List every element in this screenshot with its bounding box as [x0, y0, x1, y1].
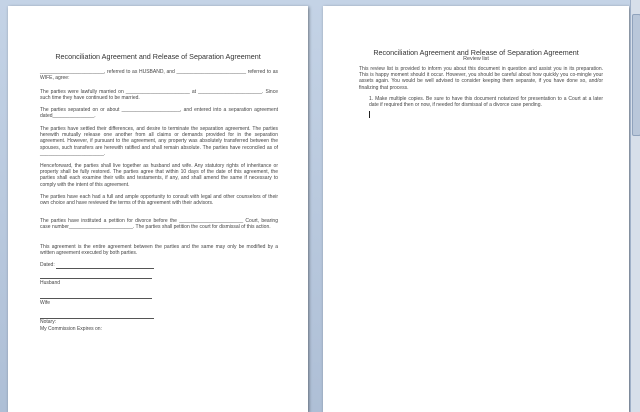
commission-label: My Commission Expires on: — [40, 326, 102, 332]
separated-paragraph: The parties separated on or about _____________________, and entered into a separation agreement dated_______________. — [40, 107, 278, 120]
dated-line — [56, 268, 154, 269]
scrollbar-thumb[interactable] — [632, 14, 640, 136]
settled-paragraph: The parties have settled their differences, and desire to terminate the separation agreement. The parties herewith mutually release one another from all claims or demands provided for in the separation agreement. However, if pursuant to the agreement, any property was absolutely transferred between the spouses, such transfers are herewith ratified and shall remain absolute. The parties have reconciled as of _______________________. — [40, 126, 278, 157]
henceforward-paragraph: Henceforward, the parties shall live together as husband and wife. Any statutory rights of inheritance or property shall be fully restored. The parties agree that within 10 days of the date of this agreement, the parties shall each examine their wills and testaments, if any, and shall amend the same if necessary to comply with the intent of this agreement. — [40, 163, 278, 188]
divorce-paragraph: The parties have instituted a petition for divorce before the _______________________ Court, bearing case number_______________________. The parties shall petition the court for dismissal of this action. — [40, 218, 278, 231]
notary-signature-line — [40, 318, 154, 319]
page2-subtitle: Review list — [463, 56, 489, 62]
married-paragraph: The parties were lawfully married on _______________________ at _______________________. Since such time they have continued to be married. — [40, 89, 278, 102]
vertical-scrollbar[interactable] — [630, 0, 640, 412]
parties-paragraph: _______________________, referred to as HUSBAND, and _________________________ referred to as WIFE, agree: — [40, 69, 278, 82]
review-intro-paragraph: This review list is provided to inform you about this document in question and assist you in its preparation. This is happy moment should it occur. However, you should be careful about how quickly you co-mingle your assets again. You would be well advised to consider keeping them separate, if you have done so, and/or finalizing that process. — [359, 66, 603, 91]
notary-label: Notary: — [40, 319, 57, 325]
text-cursor — [369, 111, 370, 118]
entire-agreement-paragraph: This agreement is the entire agreement between the parties and the same may only be modified by a written agreement executed by both parties. — [40, 244, 278, 257]
counsel-paragraph: The parties have each had a full and ample opportunity to consult with legal and other counselors of their own choice and have reviewed the terms of this agreement with their advisors. — [40, 194, 278, 207]
husband-signature-line — [40, 278, 152, 279]
document-page-2 — [323, 6, 629, 412]
page1-title: Reconciliation Agreement and Release of Separation Agreement — [55, 52, 261, 61]
wife-label: Wife — [40, 300, 50, 306]
page2-title: Reconciliation Agreement and Release of Separation Agreement — [373, 48, 579, 57]
document-page-1 — [8, 6, 308, 412]
dated-label: Dated: — [40, 262, 55, 268]
wife-signature-line — [40, 298, 152, 299]
husband-label: Husband — [40, 280, 61, 286]
review-item-1: 1. Make multiple copies. Be sure to have this document notarized for presentation to a Court at a later date if required then or now, if needed for dismissal of a divorce case pending. — [369, 96, 603, 109]
